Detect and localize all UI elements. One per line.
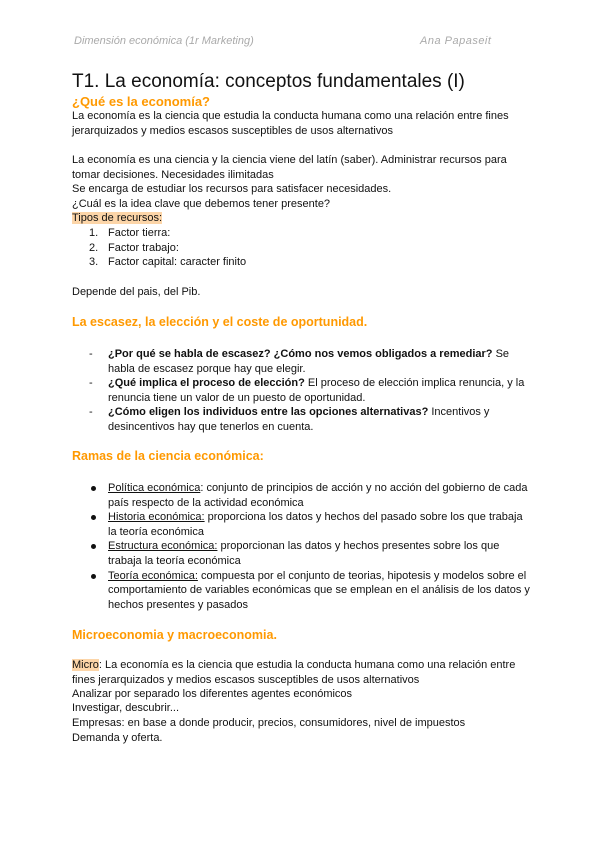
paragraph: La economía es la ciencia que estudia la conducta humana como una relación entre fines jerarquizados y medios escasos susceptibles de usos alternativos xyxy=(72,110,509,137)
list-text: Factor capital: caracter finito xyxy=(108,256,247,269)
micro-text: : La economía es la ciencia que estudia la conducta humana como una relación entre fines jerarquizados y medios escasos susceptibles de usos alternativos xyxy=(72,659,516,686)
answer: El proceso de elección implica renuncia, y la renuncia tiene un valor de un puesto de oportunidad. xyxy=(108,377,525,404)
list-text: Factor tierra: xyxy=(108,227,171,239)
list-item xyxy=(72,347,532,376)
definition: compuesta por el conjunto de teorias, hipotesis y modelos sobre el comportamiento de variables económicas que se emplean en el análisis de los datos y hechos presentes y pasados xyxy=(108,569,530,611)
section-heading: La escasez, la elección y el coste de oportunidad. xyxy=(72,315,368,329)
paragraph: Investigar, descubrir... xyxy=(72,702,179,714)
definition: proporciona los datos y hechos del pasado sobre los que trabaja la teoría económica xyxy=(108,511,523,538)
branches-list xyxy=(72,481,532,612)
bullet-icon xyxy=(91,486,96,491)
list-item xyxy=(72,241,532,256)
section-heading: Microeconomia y macroeconomia. xyxy=(72,628,277,642)
answer: Se habla de escasez porque hay que elegir. xyxy=(108,348,510,375)
highlighted-label xyxy=(72,211,530,226)
header-course: Dimensión económica (1r Marketing) xyxy=(74,35,254,47)
resource-list xyxy=(72,226,532,270)
section-heading: ¿Qué es la economía? xyxy=(72,94,210,109)
list-item xyxy=(72,569,532,613)
list-item xyxy=(72,255,532,270)
list-item xyxy=(72,226,532,241)
paragraph: Empresas: en base a donde producir, precios, consumidores, nivel de impuestos xyxy=(72,717,466,729)
list-item xyxy=(72,510,532,539)
question: ¿Cómo eligen los individuos entre las opciones alternativas? xyxy=(108,406,429,419)
list-number: 3. xyxy=(89,256,99,269)
list-item xyxy=(72,376,532,405)
bullet-icon xyxy=(91,574,96,579)
list-number: 2. xyxy=(89,241,99,254)
highlight: Tipos de recursos: xyxy=(72,212,163,224)
paragraph: Analizar por separado los diferentes agentes económicos xyxy=(72,688,353,700)
paragraph: Se encarga de estudiar los recursos para satisfacer necesidades. xyxy=(72,183,392,195)
paragraph xyxy=(72,658,530,687)
highlight: Micro xyxy=(72,659,99,671)
page-title: T1. La economía: conceptos fundamentales (I) xyxy=(72,71,465,92)
definition: : conjunto de principios de acción y no acción del gobierno de cada país respecto de la actividad económica xyxy=(108,482,528,509)
paragraph: ¿Cuál es la idea clave que debemos tener presente? xyxy=(72,198,331,210)
dash-marker: - xyxy=(89,406,93,419)
paragraph: La economía es una ciencia y la ciencia viene del latín (saber). Administrar recursos para tomar decisiones. Necesidades ilimitadas xyxy=(72,154,507,181)
question: ¿Por qué se habla de escasez? ¿Cómo nos vemos obligados a remediar? xyxy=(108,348,493,360)
term: Teoría económica: xyxy=(108,569,198,582)
list-item xyxy=(72,539,532,568)
list-text: Factor trabajo: xyxy=(108,241,179,254)
list-item xyxy=(72,405,532,434)
bullet-icon xyxy=(91,544,96,549)
list-number: 1. xyxy=(89,227,99,239)
term: Política económica xyxy=(108,482,201,494)
dash-marker: - xyxy=(89,348,93,360)
term: Historia económica: xyxy=(108,511,205,524)
definition: proporcionan las datos y hechos presentes sobre los que trabaja la teoría económica xyxy=(108,540,500,567)
list-item xyxy=(72,481,532,510)
paragraph: Depende del pais, del Pib. xyxy=(72,286,201,298)
question: ¿Qué implica el proceso de elección? xyxy=(108,377,305,390)
answer: Incentivos y desincentivos hay que tenerlos en cuenta. xyxy=(108,406,490,433)
dash-marker: - xyxy=(89,377,93,390)
section-heading: Ramas de la ciencia económica: xyxy=(72,449,264,463)
question-list xyxy=(72,347,532,435)
paragraph: Demanda y oferta. xyxy=(72,732,163,744)
header-author: Ana Papaseit xyxy=(420,35,492,47)
term: Estructura económica: xyxy=(108,540,218,553)
bullet-icon xyxy=(91,515,96,520)
